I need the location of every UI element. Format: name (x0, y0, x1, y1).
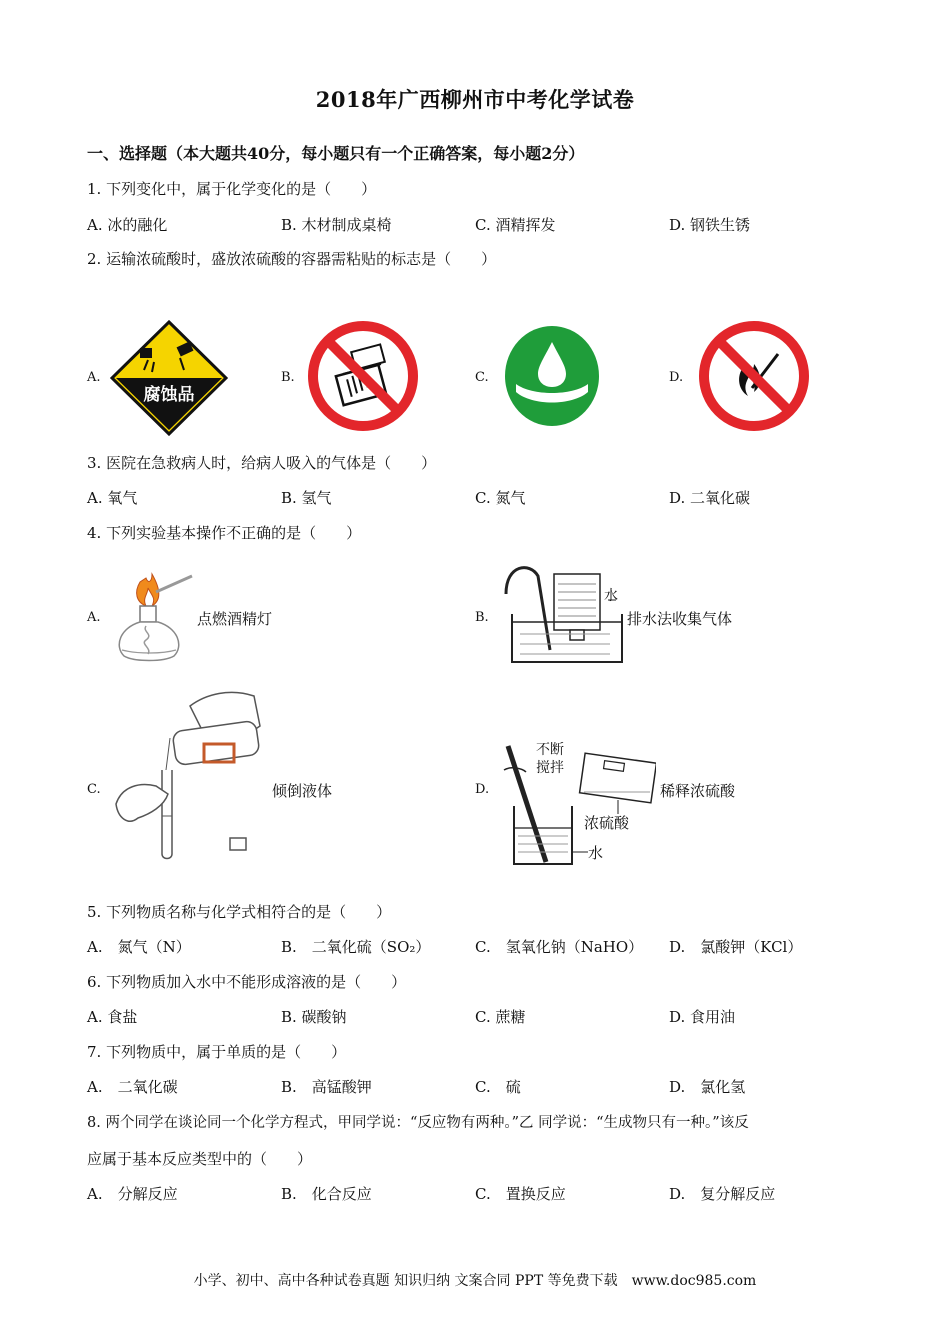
q5-option-d: D. 氯酸钾（KCl） (669, 938, 803, 956)
q2-label-c: C. (475, 370, 489, 385)
q6-option-c: C. 蔗糖 (475, 1008, 526, 1026)
question-8-stem-line2: 应属于基本反应类型中的（ ） (87, 1150, 313, 1168)
question-5-stem: 5. 下列物质名称与化学式相符合的是（ ） (87, 903, 392, 921)
q1-option-a: A. 冰的融化 (87, 216, 168, 234)
q1-option-c: C. 酒精挥发 (475, 216, 556, 234)
q7-option-a: A. 二氧化碳 (87, 1078, 178, 1096)
q4-caption-d: 稀释浓硫酸 (660, 782, 736, 800)
stir-label-2: 搅拌 (536, 760, 564, 776)
question-7-stem: 7. 下列物质中，属于单质的是（ ） (87, 1043, 347, 1061)
q5-option-a: A. 氮气（N） (87, 938, 191, 956)
question-1-stem: 1. 下列变化中，属于化学变化的是（ ） (87, 180, 377, 198)
q3-option-a: A. 氧气 (87, 489, 138, 507)
q1-option-d: D. 钢铁生锈 (669, 216, 751, 234)
q7-option-d: D. 氯化氢 (669, 1078, 746, 1096)
q6-option-b: B. 碳酸钠 (281, 1008, 347, 1026)
q2-label-d: D. (669, 370, 684, 385)
q8-option-b: B. 化合反应 (281, 1185, 372, 1203)
q4-caption-c: 倾倒液体 (272, 782, 333, 800)
corrosive-sign-text: 腐蚀品 (143, 385, 195, 405)
acid-label: 浓硫酸 (584, 814, 630, 832)
gas-figure-water-label: 水 (604, 588, 618, 604)
question-4-stem: 4. 下列实验基本操作不正确的是（ ） (87, 524, 362, 542)
q6-option-d: D. 食用油 (669, 1008, 736, 1026)
question-3-stem: 3. 医院在急救病人时，给病人吸入的气体是（ ） (87, 454, 437, 472)
q4-label-c: C. (87, 782, 101, 797)
q8-option-a: A. 分解反应 (87, 1185, 178, 1203)
q3-option-d: D. 二氧化碳 (669, 489, 751, 507)
q6-option-a: A. 食盐 (87, 1008, 138, 1026)
alcohol-lamp-figure (110, 562, 196, 668)
q4-caption-b: 排水法收集气体 (627, 610, 733, 628)
question-2-stem: 2. 运输浓硫酸时，盛放浓硫酸的容器需粘贴的标志是（ ） (87, 250, 497, 268)
q1-option-b: B. 木材制成桌椅 (281, 216, 392, 234)
stir-label-1: 不断 (536, 742, 564, 758)
q7-option-b: B. 高锰酸钾 (281, 1078, 372, 1096)
pouring-liquid-figure (110, 686, 270, 862)
q8-option-c: C. 置换反应 (475, 1185, 566, 1203)
q4-label-d: D. (475, 782, 490, 797)
q4-label-b: B. (475, 610, 489, 625)
question-8-stem-line1: 8. 两个同学在谈论同一个化学方程式，甲同学说：“反应物有两种。”乙 同学说：“生成物只有一种。”该反 (87, 1115, 749, 1131)
q5-option-b: B. 二氧化硫（SO₂） (281, 938, 431, 956)
page-title: 2018年广西柳州市中考化学试卷 (315, 87, 635, 112)
section-heading: 一、选择题（本大题共40分，每小题只有一个正确答案，每小题2分） (87, 144, 585, 163)
q7-option-c: C. 硫 (475, 1078, 521, 1096)
q3-option-b: B. 氢气 (281, 489, 332, 507)
save-water-sign-image (502, 320, 602, 432)
dilute-acid-figure (500, 740, 656, 868)
no-matches-sign-image (305, 318, 421, 434)
q8-option-d: D. 复分解反应 (669, 1185, 776, 1203)
question-6-stem: 6. 下列物质加入水中不能形成溶液的是（ ） (87, 973, 407, 991)
gas-collection-figure (500, 560, 626, 668)
footer-link-text[interactable]: 小学、初中、高中各种试卷真题 知识归纳 文案合同 PPT 等免费下载 www.doc985.com (193, 1273, 757, 1289)
q4-label-a: A. (87, 610, 101, 625)
water-label: 水 (588, 844, 604, 862)
q3-option-c: C. 氮气 (475, 489, 526, 507)
corrosive-sign-image (110, 320, 228, 436)
q2-label-a: A. (87, 370, 101, 385)
q5-option-c: C. 氢氧化钠（NaHO） (475, 938, 644, 956)
q2-label-b: B. (281, 370, 295, 385)
q4-caption-a: 点燃酒精灯 (197, 610, 273, 628)
no-fire-sign-image (696, 318, 812, 434)
